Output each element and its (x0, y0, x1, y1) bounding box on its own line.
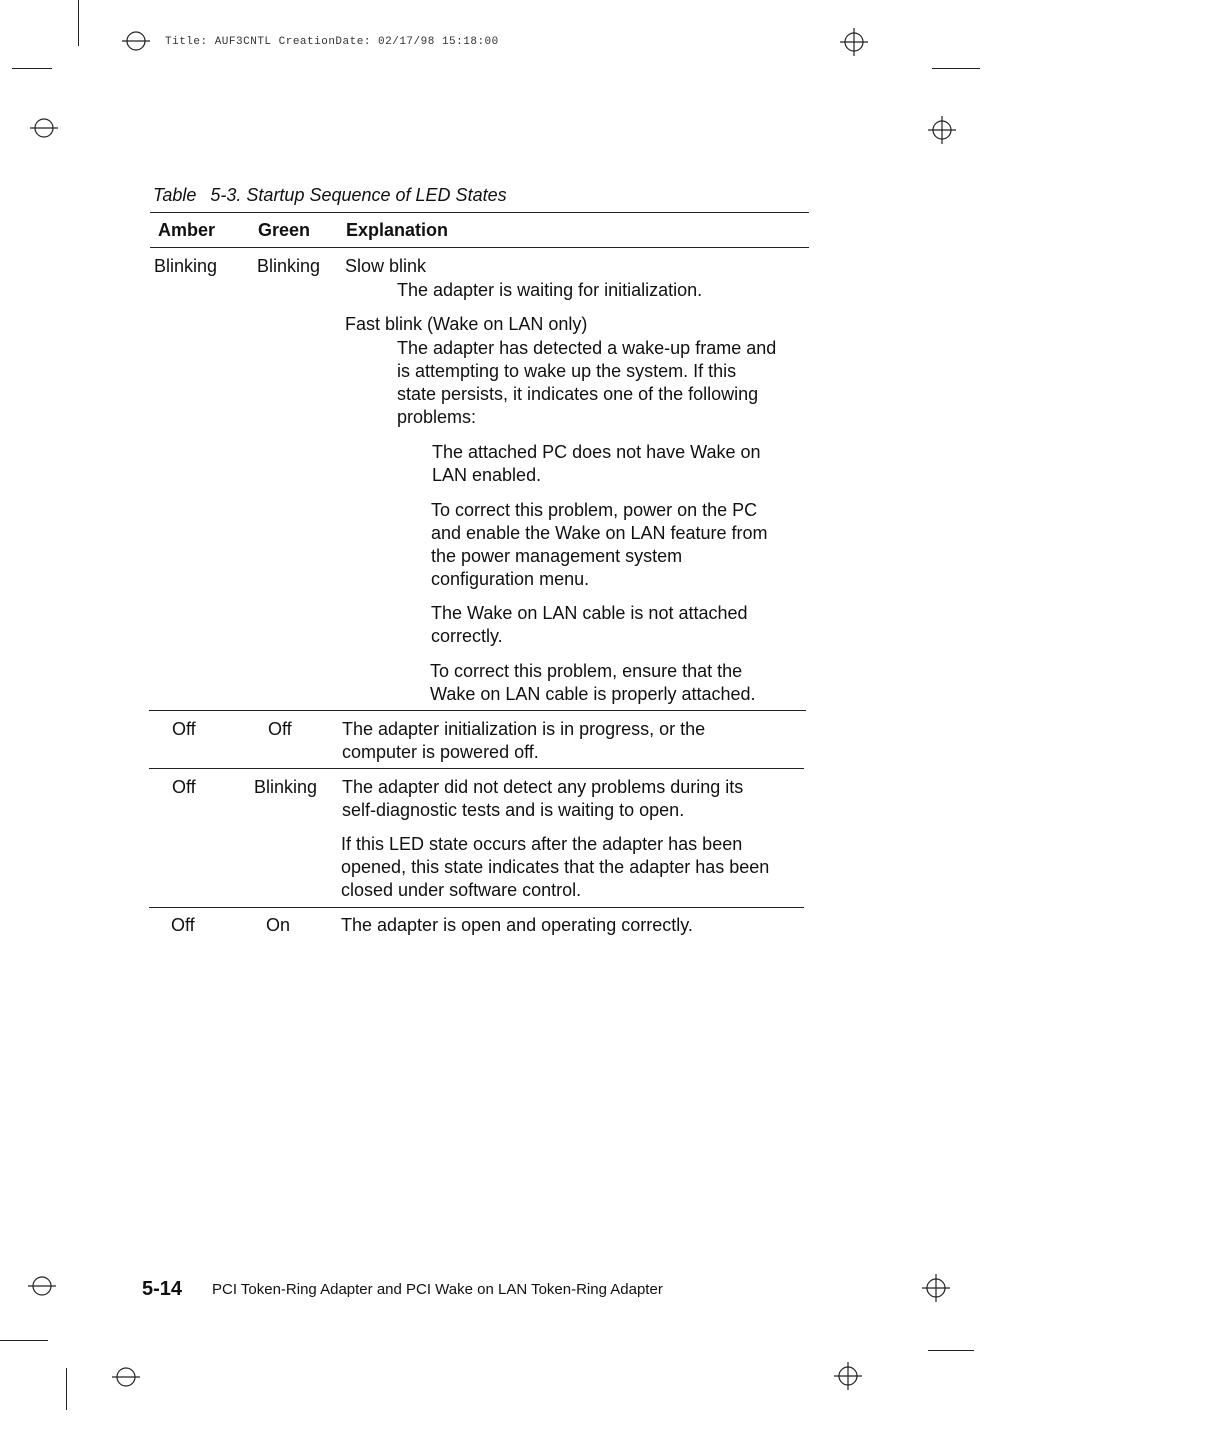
row-divider (149, 907, 804, 908)
text-line: the power management system (431, 546, 683, 566)
crop-mark-bottom-right (928, 1350, 974, 1351)
text-line: LAN enabled. (432, 465, 542, 485)
row3-explanation (342, 776, 743, 822)
row3-green: Blinking (254, 777, 318, 797)
registration-mark-icon (30, 114, 58, 142)
column-header-green: Green (258, 220, 311, 240)
row2-explanation (342, 718, 705, 764)
text-line: To correct this problem, power on the PC (431, 500, 758, 520)
row1-amber: Blinking (154, 256, 218, 276)
fast-blink-term: Fast blink (Wake on LAN only) (345, 314, 588, 334)
text-line: correctly. (431, 626, 503, 646)
row3-amber: Off (172, 777, 196, 797)
row1-green: Blinking (257, 256, 321, 276)
text-line: and enable the Wake on LAN feature from (431, 523, 768, 543)
caption-label: Table (153, 185, 197, 205)
crop-mark-top-right (932, 68, 980, 69)
row4-amber: Off (171, 915, 195, 935)
header-bottom-rule (150, 247, 809, 248)
slow-blink-description: The adapter is waiting for initialization. (397, 280, 703, 300)
registration-mark-icon (112, 1363, 140, 1391)
problem-2 (431, 602, 748, 648)
table-caption (153, 185, 507, 206)
row-divider (149, 768, 804, 769)
text-line: problems: (397, 407, 477, 427)
text-line: The adapter initialization is in progress, or the (342, 719, 706, 739)
registration-mark-icon (28, 1272, 56, 1300)
crop-mark-bottom-left (0, 1340, 48, 1341)
registration-mark-icon (928, 116, 956, 144)
text-line: self-diagnostic tests and is waiting to open. (342, 800, 685, 820)
row4-green: On (266, 915, 291, 935)
registration-mark-icon (122, 27, 150, 55)
text-line: closed under software control. (341, 880, 582, 900)
fix-1 (431, 499, 768, 591)
problem-1 (432, 441, 761, 487)
fix-2 (430, 660, 756, 706)
registration-mark-icon (834, 1362, 862, 1390)
fast-blink-description (397, 337, 776, 429)
text-line: If this LED state occurs after the adapter has been (341, 834, 743, 854)
row3-explanation-2 (341, 833, 769, 902)
crop-mark-top-left (12, 68, 52, 69)
row4-explanation: The adapter is open and operating correctly. (341, 915, 693, 935)
text-line: The Wake on LAN cable is not attached (431, 603, 748, 623)
page-number: 5-14 (142, 1278, 183, 1300)
table-top-rule (150, 212, 809, 213)
row-divider (149, 710, 806, 711)
text-line: The adapter has detected a wake-up frame and (397, 338, 777, 358)
text-line: configuration menu. (431, 569, 590, 589)
caption-title: Startup Sequence of LED States (246, 185, 507, 205)
slow-blink-term: Slow blink (345, 256, 427, 276)
book-title: PCI Token-Ring Adapter and PCI Wake on LAN Token-Ring Adapter (212, 1281, 663, 1298)
column-header-explanation: Explanation (346, 220, 449, 240)
text-line: The attached PC does not have Wake on (432, 442, 761, 462)
row2-amber: Off (172, 719, 196, 739)
text-line: To correct this problem, ensure that the (430, 661, 743, 681)
text-line: computer is powered off. (342, 742, 539, 762)
text-line: opened, this state indicates that the adapter has been (341, 857, 770, 877)
text-line: Wake on LAN cable is properly attached. (430, 684, 756, 704)
registration-mark-icon (840, 28, 868, 56)
crop-mark-left-bottom (66, 1368, 67, 1410)
column-header-amber: Amber (158, 220, 216, 240)
caption-number: 5-3. (210, 185, 242, 205)
print-header: Title: AUF3CNTL CreationDate: 02/17/98 15:18:00 (165, 36, 499, 48)
crop-mark-left-top (78, 0, 79, 46)
text-line: The adapter did not detect any problems during its (342, 777, 744, 797)
registration-mark-icon (922, 1274, 950, 1302)
text-line: is attempting to wake up the system. If this (397, 361, 737, 381)
row2-green: Off (268, 719, 292, 739)
text-line: state persists, it indicates one of the following (397, 384, 759, 404)
